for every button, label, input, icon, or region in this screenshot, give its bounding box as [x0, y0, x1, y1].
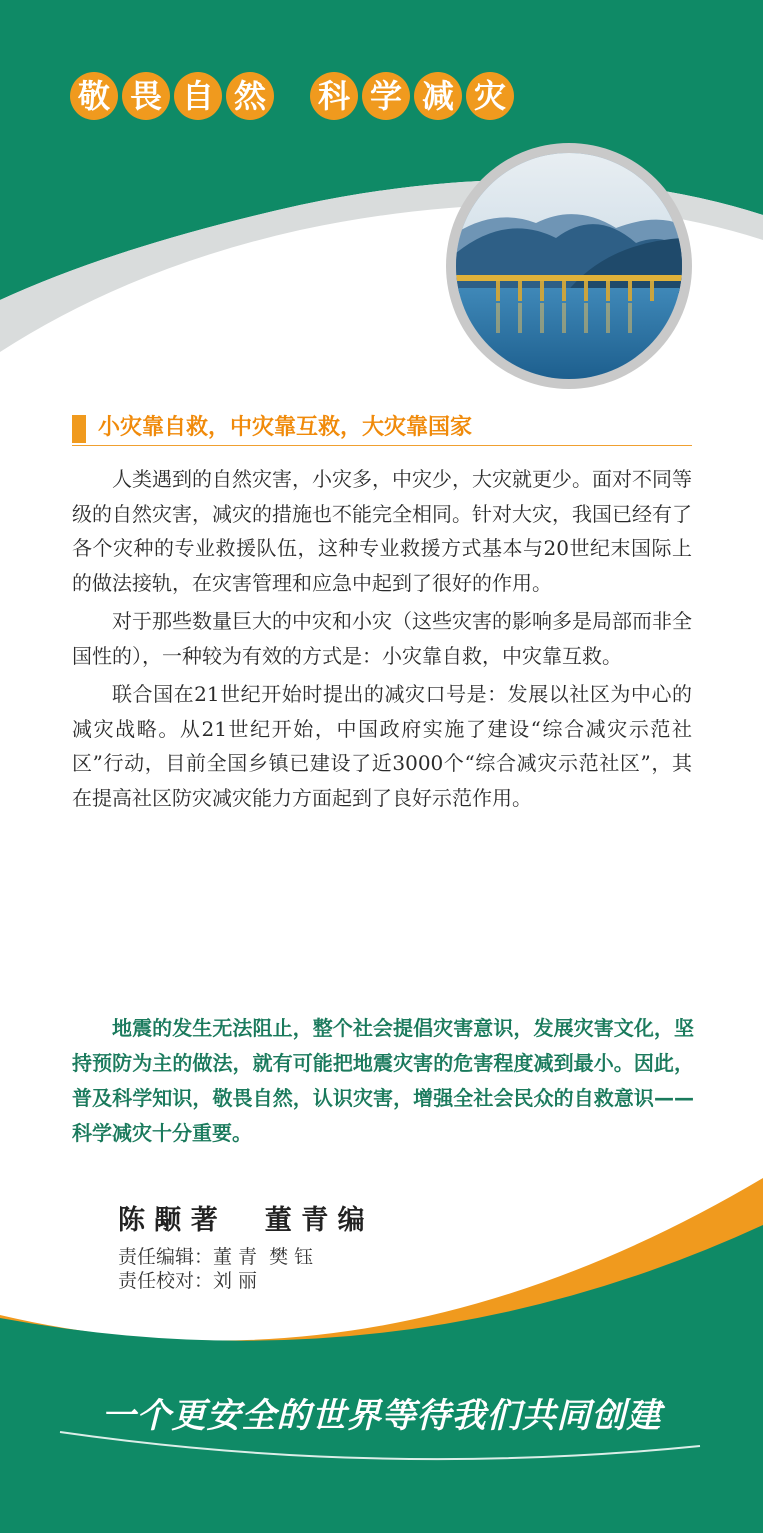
emphasis-paragraph: 地震的发生无法阻止，整个社会提倡灾害意识，发展灾害文化，坚持预防为主的做法，就有可能把地震灾害的危害程度减到最小。因此，普及科学知识，敬畏自然，认识灾害，增强全社会民众的自救意识——科学减灾十分重要。	[72, 1016, 694, 1145]
title-char: 学	[362, 72, 410, 120]
title-char: 减	[414, 72, 462, 120]
footer-slogan: 一个更安全的世界等待我们共同创建	[101, 1396, 662, 1436]
title-char: 自	[174, 72, 222, 120]
title-char: 然	[226, 72, 274, 120]
author-line: 陈 颙 著 董 青 编	[118, 1205, 365, 1236]
body-paragraph: 对于那些数量巨大的中灾和小灾（这些灾害的影响多是局部而非全国性的），一种较为有效的方式是：小灾靠自救，中灾靠互救。	[72, 609, 692, 668]
credits-block	[118, 1203, 538, 1293]
article-body	[72, 462, 692, 819]
title-char: 科	[310, 72, 358, 120]
proofreader-line: 责任校对：刘 丽	[118, 1270, 258, 1292]
body-paragraph: 联合国在21世纪开始时提出的减灾口号是：发展以社区为中心的减灾战略。从21世纪开始，中国政府实施了建设“综合减灾示范社区”行动，目前全国乡镇已建设了近3000个“综合减灾示范社区”，其在提高社区防灾减灾能力方面起到了良好示范作用。	[72, 682, 692, 810]
section-marker	[72, 415, 86, 443]
title-char: 敬	[70, 72, 118, 120]
bridge-lake-photo	[456, 153, 682, 379]
section-divider	[72, 445, 692, 446]
editor-line: 责任编辑：董 青 樊 钰	[118, 1246, 314, 1268]
section-heading	[72, 411, 692, 447]
body-paragraph: 人类遇到的自然灾害，小灾多，中灾少，大灾就更少。面对不同等级的自然灾害，减灾的措施也不能完全相同。针对大灾，我国已经有了各个灾种的专业救援队伍，这种专业救援方式基本与20世纪末国际上的做法接轨，在灾害管理和应急中起到了很好的作用。	[72, 467, 692, 595]
section-title: 小灾靠自救，中灾靠互救，大灾靠国家	[98, 415, 473, 440]
title-char: 灾	[466, 72, 514, 120]
title-banner	[70, 72, 550, 128]
title-char: 畏	[122, 72, 170, 120]
